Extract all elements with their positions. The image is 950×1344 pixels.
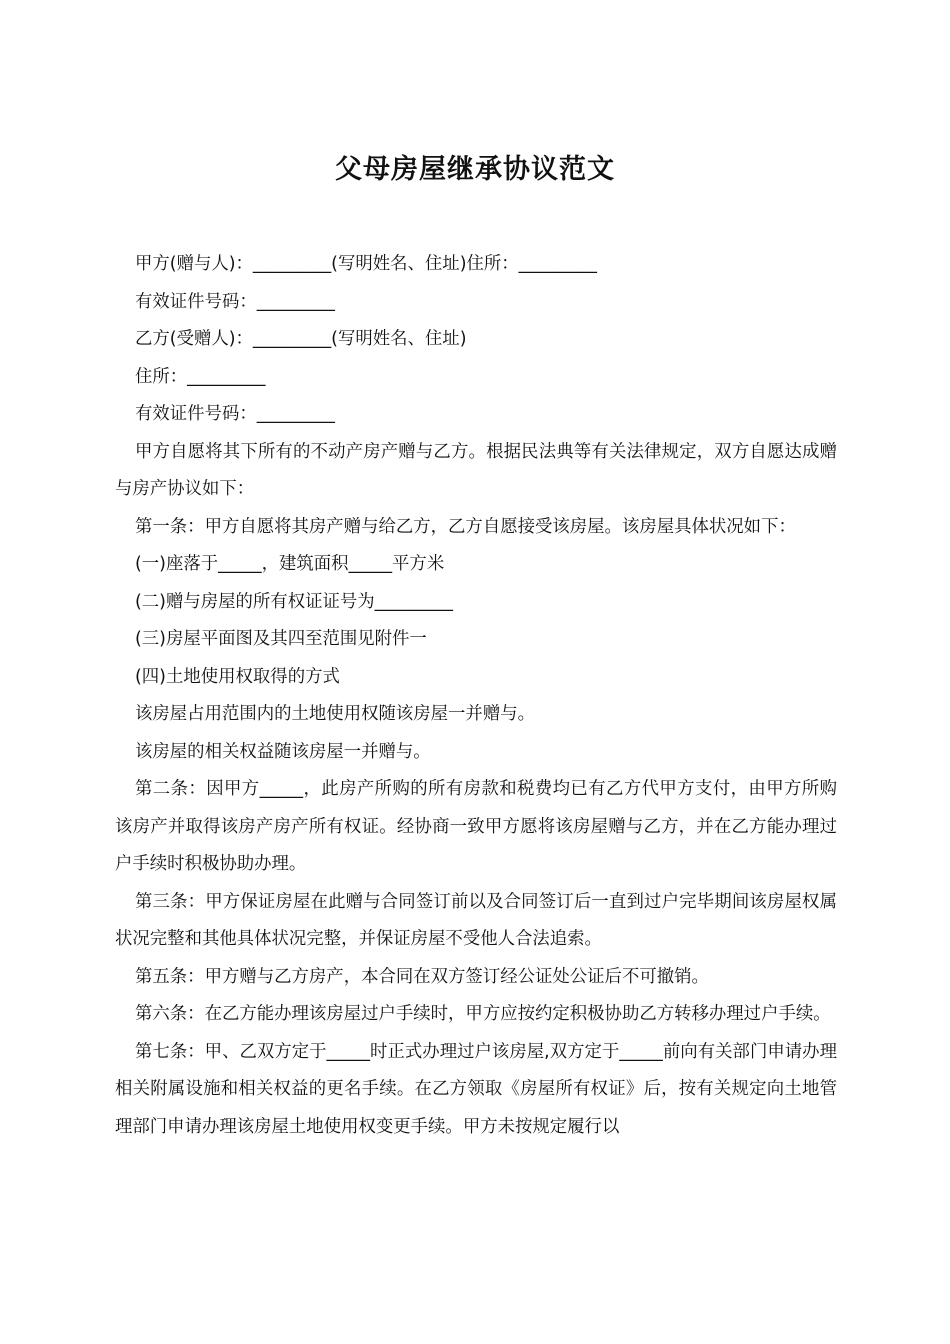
article-2-paragraph: 第二条：因甲方_____，此房产所购的所有房款和税费均已有乙方代甲方支付，由甲方所购该房产并取得该房产房产所有权证。经协商一致甲方愿将该房屋赠与乙方，并在乙方能办理过户手续时积极协助办理。 (115, 779, 837, 874)
party-b-address-line: 住所：_________ (135, 366, 266, 387)
article-1-item-4: (四)土地使用权取得的方式 (135, 666, 340, 687)
party-a-name-line: 甲方(赠与人)：_________(写明姓名、住址)住所：_________ (135, 254, 597, 274)
related-rights-paragraph: 该房屋的相关权益随该房屋一并赠与。 (135, 741, 431, 762)
article-7-paragraph: 第七条：甲、乙双方定于_____时正式办理过户该房屋,双方定于_____前向有关部门申请办理相关附属设施和相关权益的更名手续。在乙方领取《房屋所有权证》后，按有关规定向土地管理部门申请办理该房屋土地使用权变更手续。甲方未按规定履行以 (115, 1041, 837, 1137)
land-use-paragraph: 该房屋占用范围内的土地使用权随该房屋一并赠与。 (135, 704, 535, 724)
article-1-item-2: (二)赠与房屋的所有权证证号为_________ (135, 591, 453, 612)
article-1-item-3: (三)房屋平面图及其四至范围见附件一 (135, 629, 427, 649)
party-b-id-line: 有效证件号码：_________ (135, 404, 335, 424)
preamble-paragraph: 甲方自愿将其下所有的不动产房产赠与乙方。根据民法典等有关法律规定，双方自愿达成赠与房产协议如下： (115, 441, 837, 499)
document-body (115, 246, 837, 1146)
party-b-name-line: 乙方(受赠人)：_________(写明姓名、住址) (135, 329, 467, 349)
document-title: 父母房屋继承协议范文 (335, 154, 615, 186)
article-1-item-1: (一)座落于_____，建筑面积_____平方米 (135, 554, 445, 574)
article-6-paragraph: 第六条：在乙方能办理该房屋过户手续时，甲方应按约定积极协助乙方转移办理过户手续。 (135, 1004, 831, 1024)
article-1-paragraph: 第一条：甲方自愿将其房产赠与给乙方，乙方自愿接受该房屋。该房屋具体状况如下： (135, 516, 796, 537)
article-3-paragraph: 第三条：甲方保证房屋在此赠与合同签订前以及合同签订后一直到过户完毕期间该房屋权属状况完整和其他具体状况完整，并保证房屋不受他人合法追索。 (115, 891, 837, 949)
party-a-id-line: 有效证件号码：_________ (135, 291, 335, 312)
article-5-paragraph: 第五条：甲方赠与乙方房产，本合同在双方签订经公证处公证后不可撤销。 (135, 966, 709, 987)
